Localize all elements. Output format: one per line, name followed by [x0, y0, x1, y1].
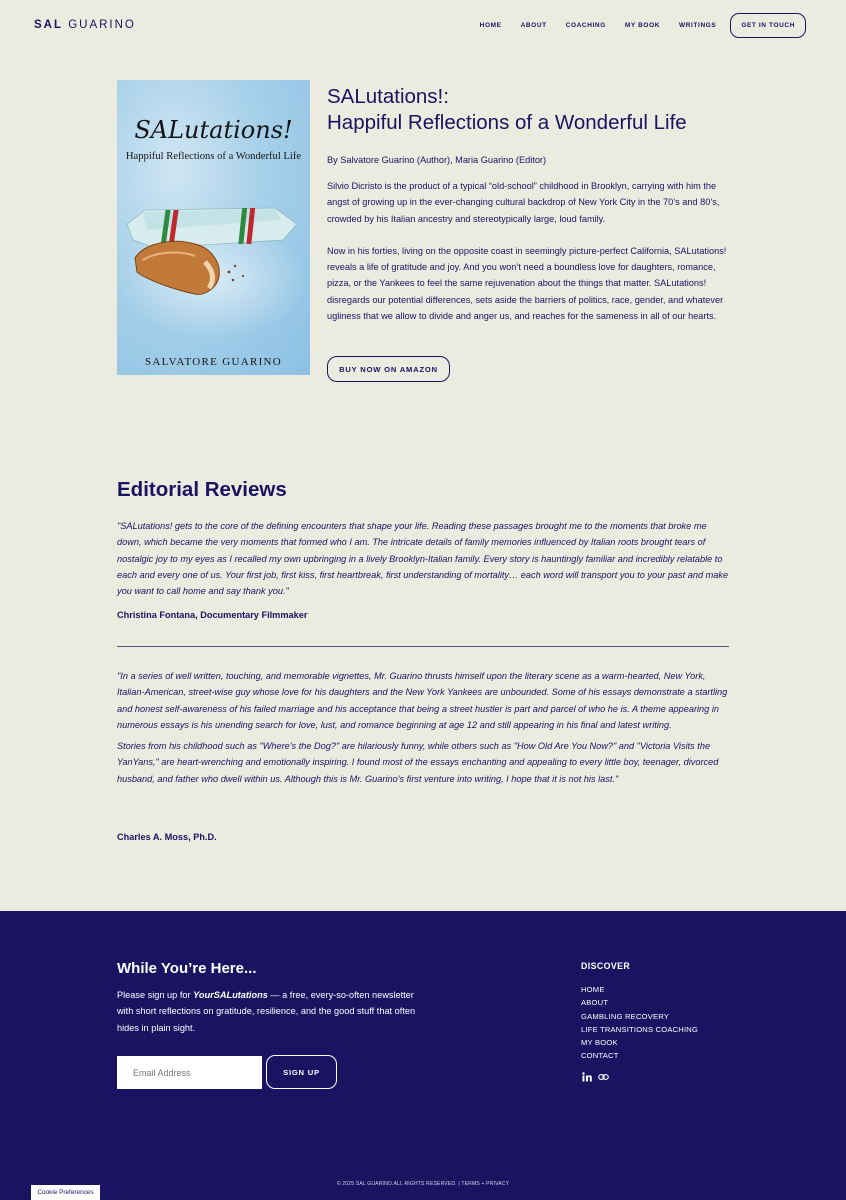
footer-link-gambling-recovery[interactable]: GAMBLING RECOVERY — [581, 1011, 670, 1021]
footer-link-about[interactable]: ABOUT — [581, 998, 609, 1008]
review-quote — [117, 668, 729, 792]
site-footer — [0, 911, 846, 1200]
buy-on-amazon-button[interactable]: BUY NOW ON AMAZON — [327, 356, 450, 382]
book-title — [327, 84, 687, 136]
linkedin-icon[interactable] — [581, 1071, 592, 1082]
reviewer-name: Charles A. Moss, Ph.D. — [117, 832, 217, 842]
cover-author: SALVATORE GUARINO — [144, 356, 283, 368]
sign-up-button[interactable]: SIGN UP — [266, 1055, 337, 1089]
editorial-reviews-heading: Editorial Reviews — [117, 478, 287, 501]
book-cover-image — [117, 80, 310, 375]
cover-title: SALutations! — [134, 116, 293, 144]
site-header — [0, 0, 846, 52]
logo-rest: GUARINO — [68, 19, 136, 31]
nav-about[interactable]: ABOUT — [520, 22, 547, 29]
newsletter-heading: While You’re Here... — [117, 960, 257, 977]
footer-link-home[interactable]: HOME — [581, 985, 605, 994]
footer-link-life-transitions-coaching[interactable]: LIFE TRANSITIONS COACHING — [581, 1024, 699, 1034]
social-links — [581, 1071, 615, 1082]
newsletter-text-before: Please sign up for — [117, 990, 194, 1000]
nav-writings[interactable]: WRITINGS — [679, 22, 717, 29]
link-icon[interactable] — [598, 1071, 609, 1082]
review-text: Stories from his childhood such as "Where's the Dog?" are hilariously funny, while others such as "How Old Are You Now?" and "Victoria Visits the YanYans," are heart-wrenching and emotionally inspiring. I found most of the essays enchanting and appealing to every little boy, teenager, divorced husband, and father who dwell within us. Although this is Mr. Guarino's first venture into writing, I hope that it is not his last." — [117, 741, 719, 784]
nav-my-book[interactable]: MY BOOK — [624, 22, 661, 29]
footer-link-contact[interactable]: CONTACT — [581, 1051, 619, 1061]
get-in-touch-button[interactable]: GET IN TOUCH — [730, 13, 806, 38]
copyright-text: © 2025 SAL GUARINO.ALL RIGHTS RESERVED. | TERMS + PRIVACY — [336, 1181, 510, 1187]
book-title-line2: Happiful Reflections of a Wonderful Life — [327, 111, 687, 134]
cannoli-illustration — [125, 200, 303, 300]
description-paragraph: Silvio Dicristo is the product of a typical “old-school” childhood in Brooklyn, carrying with him the angst of growing up in the ever-changing cultural backdrop of New York City in the 70’s and 80’s, crowded by his Italian ancestry and stereotypically large, loud family. — [327, 181, 720, 224]
review-quote — [117, 518, 729, 604]
book-description — [327, 178, 732, 340]
footer-link-my-book[interactable]: MY BOOK — [581, 1038, 618, 1048]
description-paragraph: Now in his forties, living on the opposite coast in seemingly picture-perfect California, SALutations! reveals a life of gratitude and joy. And you won’t need a boundless love for daughters, romance, pizza, or the Yankees to feel the same rejuvenation about the things that matter. SALutations! disregards our potential differences, sets aside the barriers of politics, race, gender, and whatever ugliness that we allow to divide and anger us, and reaches for the sameness in all of our hearts. — [327, 245, 727, 322]
newsletter-text-after: — a free, every-so-often newsletter with short reflections on gratitude, resilience, and the good stuff that often hides in plain sight. — [117, 990, 416, 1033]
reviewer-name: Christina Fontana, Documentary Filmmaker — [117, 610, 308, 620]
review-divider — [117, 646, 729, 647]
newsletter-text — [117, 987, 417, 1036]
newsletter-name: YourSALutations — [193, 990, 268, 1000]
cookie-preferences-button[interactable]: Cookie Preferences — [31, 1185, 100, 1200]
review-text: "In a series of well written, touching, and memorable vignettes, Mr. Guarino thrusts himself upon the literary scene as a warm-hearted, New York, Italian-American, street-wise guy whose love for his daughters and the New York Yankees are unbounded. Some of his essays demonstrate a startling and honest self-awareness of his failed marriage and his acceptance that being a street hustler is part and parcel of who he is. A theme appearing in numerous essays is his unending search for love, lust, and romance beginning at age 12 and still appearing in his final and latest writing. — [117, 671, 728, 730]
nav-coaching[interactable]: COACHING — [565, 22, 606, 29]
footer-links — [581, 983, 698, 1063]
book-byline: By Salvatore Guarino (Author), Maria Guarino (Editor) — [327, 155, 547, 165]
email-input[interactable] — [117, 1056, 262, 1089]
logo-bold: SAL — [34, 19, 63, 31]
review-text: "SALutations! gets to the core of the defining encounters that shape your life. Reading these passages brought me to the moments that broke me down, which became the very moments that formed who I am. The intricate details of family memories influenced by Italian roots brought tears of nostalgic joy to my eyes as I recalled my own upbringing in a lively Brooklyn-Italian family. Every story is hauntingly familiar and incredibly relatable to each and every one of us. Your first job, first kiss, first heartbreak, first understanding of mortality… each word will transport you to your past and make you want to call home and say thank you." — [117, 521, 729, 597]
cover-subtitle: Happiful Reflections of a Wonderful Life — [125, 151, 302, 162]
book-title-line1: SALutations!: — [327, 85, 449, 108]
discover-heading: DISCOVER — [581, 961, 631, 971]
main-nav — [461, 13, 806, 38]
site-logo[interactable] — [34, 19, 136, 31]
nav-home[interactable]: HOME — [479, 22, 502, 29]
